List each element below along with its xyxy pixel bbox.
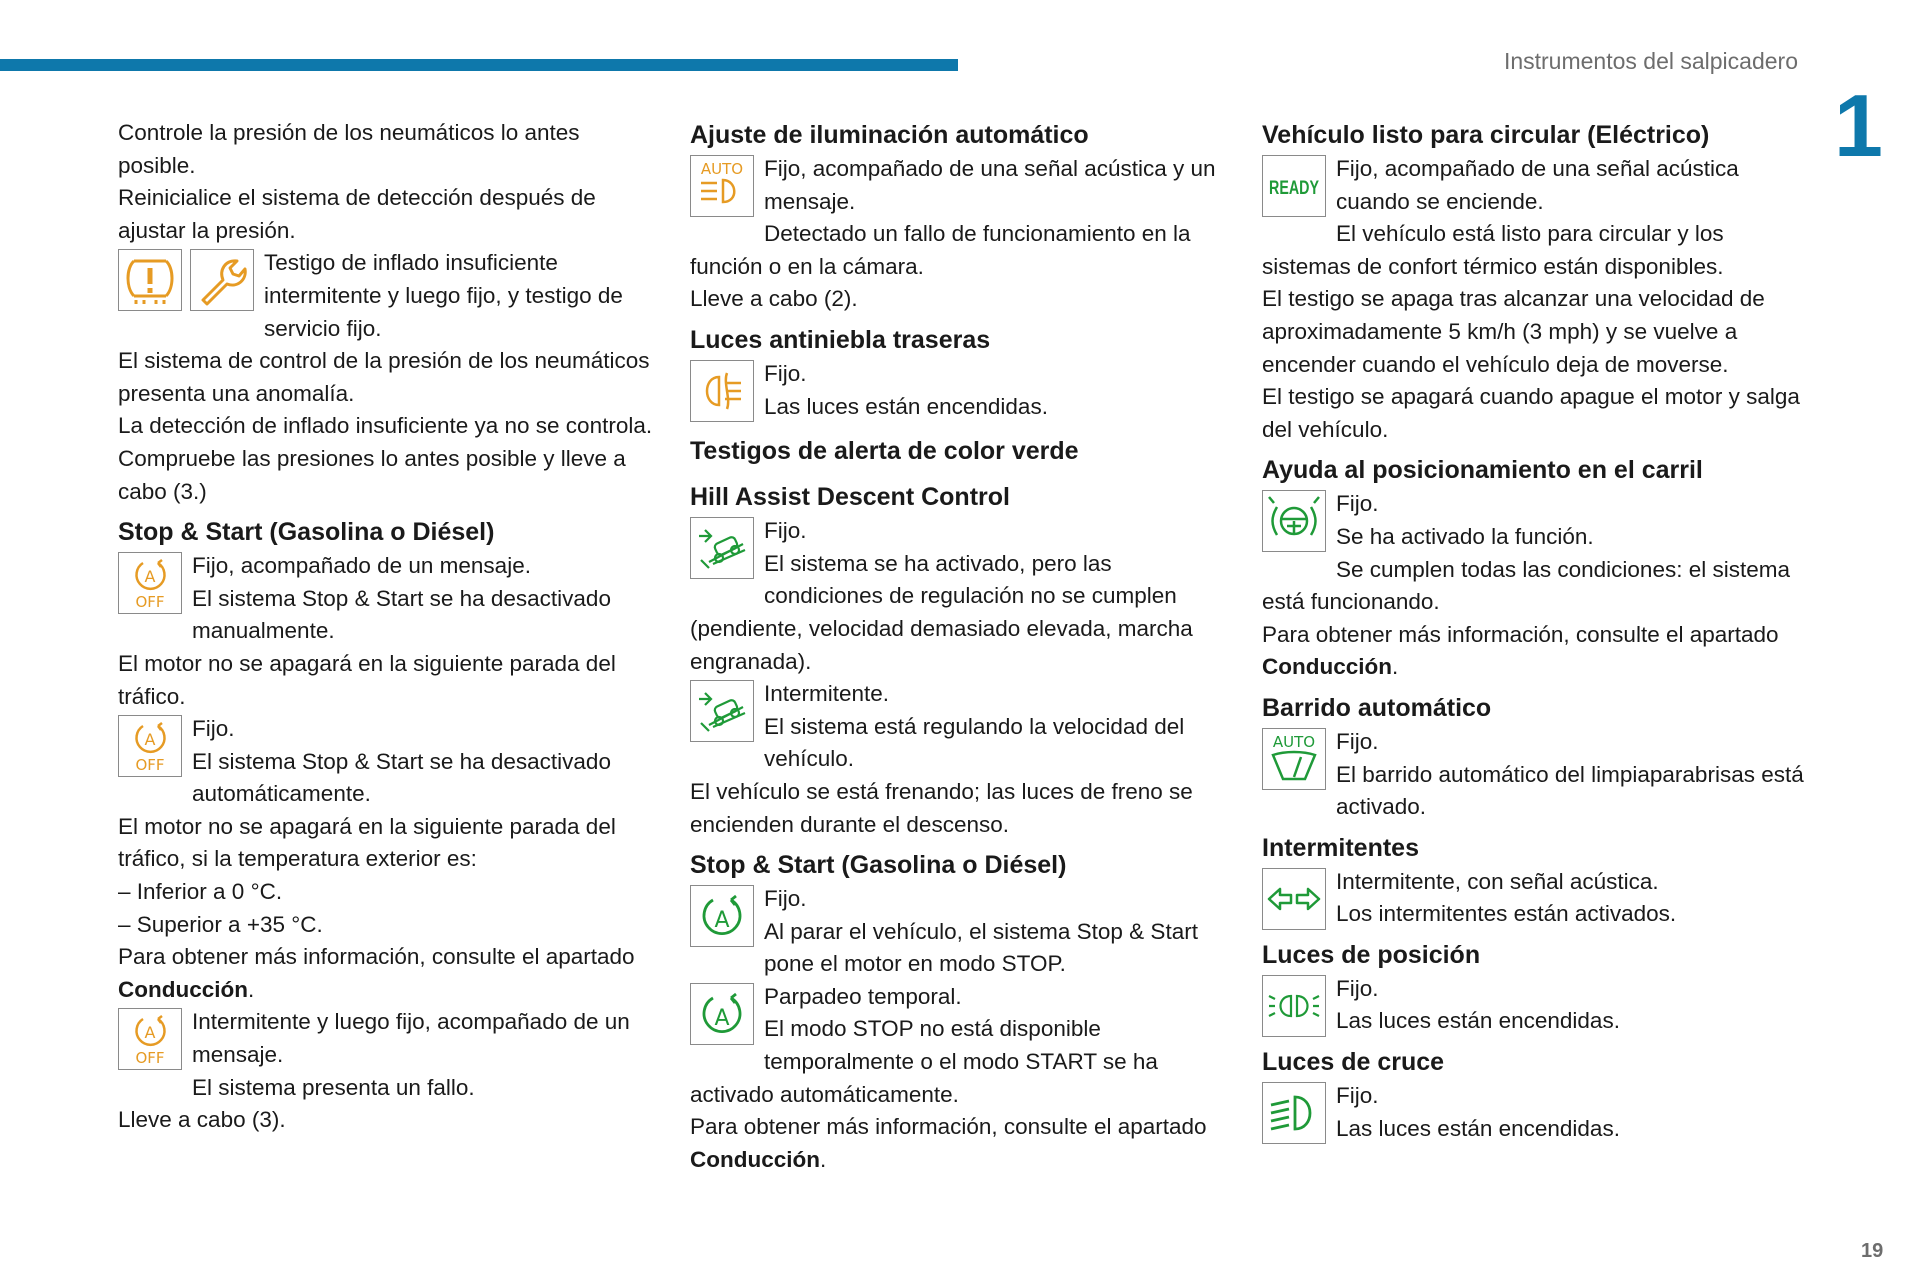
- paragraph: Lleve a cabo (2).: [690, 286, 858, 312]
- turn-signal-icon: [1265, 871, 1323, 927]
- rear-fog-icon: [693, 363, 751, 419]
- svg-text:AUTO: AUTO: [700, 160, 744, 178]
- paragraph: Intermitente.: [764, 681, 890, 707]
- stop-start-blink-entry: [690, 981, 1235, 1111]
- paragraph: Fijo.: [1336, 975, 1379, 1001]
- paragraph: Parpadeo temporal.: [764, 983, 962, 1009]
- lane-assist-icon: [1265, 493, 1323, 549]
- heading-green-warnings: Testigos de alerta de color verde: [690, 437, 1079, 466]
- column-2: [690, 117, 1235, 1176]
- stop-start-off-icon: [121, 555, 179, 611]
- hill-assist-flashing-entry: [690, 678, 1235, 776]
- stop-start-icon: [693, 986, 751, 1042]
- auto-headlamp-icon: [693, 158, 751, 214]
- header-accent-bar: [0, 59, 958, 71]
- paragraph: Intermitente y luego fijo, acompañado de un mensaje.: [192, 1009, 630, 1068]
- tpms-entry: [118, 247, 663, 345]
- paragraph: Lleve a cabo (3).: [118, 1107, 286, 1133]
- paragraph: Fijo.: [192, 716, 235, 742]
- ready-icon: [1262, 155, 1326, 217]
- paragraph: El motor no se apagará en la siguiente parada del tráfico.: [118, 650, 616, 709]
- heading-auto-wipe: Barrido automático: [1262, 693, 1492, 722]
- heading-stop-start: Stop & Start (Gasolina o Diésel): [118, 518, 495, 547]
- conduccion-link: Conducción: [118, 976, 248, 1002]
- paragraph: Se cumplen todas las condiciones: el sistema está funcionando.: [1262, 556, 1790, 615]
- paragraph: Los intermitentes están activados.: [1336, 901, 1677, 927]
- stop-start-off-icon: [121, 718, 179, 774]
- paragraph: Controle la presión de los neumáticos lo antes posible.: [118, 120, 580, 178]
- ready-entry: [1262, 153, 1807, 218]
- lane-assist-icon: [1262, 490, 1326, 552]
- paragraph: Testigo de inflado insuficiente intermitente y luego fijo, y testigo de servicio fijo.: [264, 250, 623, 341]
- paragraph: Compruebe las presiones lo antes posible y lleve a cabo (3.): [118, 445, 626, 504]
- heading-lane: Ayuda al posicionamiento en el carril: [1262, 456, 1703, 485]
- paragraph: Intermitente, con señal acústica.: [1336, 868, 1659, 894]
- more-info-text: Para obtener más información, consulte el apartado: [690, 1114, 1207, 1140]
- heading-hill-assist: Hill Assist Descent Control: [690, 483, 1010, 512]
- paragraph: Reinicialice el sistema de detección después de ajustar la presión.: [118, 185, 596, 243]
- running-title: Instrumentos del salpicadero: [1503, 48, 1798, 74]
- chapter-number: 1: [1834, 76, 1883, 175]
- paragraph: Fijo.: [764, 518, 807, 544]
- heading-turn-signals: Intermitentes: [1262, 833, 1419, 862]
- rear-fog-icon: [690, 360, 754, 422]
- svg-text:A: A: [144, 567, 156, 587]
- more-info-text: Para obtener más información, consulte el apartado: [1262, 621, 1779, 647]
- heading-dipped-beam: Luces de cruce: [1262, 1048, 1445, 1077]
- auto-headlamp-icon: [690, 155, 754, 217]
- wrench-icon: [193, 252, 251, 308]
- paragraph: Fijo.: [764, 886, 807, 912]
- paragraph: Las luces están encendidas.: [1336, 1008, 1620, 1034]
- stop-start-off-icon: [118, 552, 182, 614]
- turn-signals-entry: [1262, 866, 1807, 931]
- tyre-pressure-icon: [121, 252, 179, 308]
- paragraph: Las luces están encendidas.: [1336, 1115, 1620, 1141]
- paragraph: El testigo se apaga tras alcanzar una velocidad de aproximadamente 5 km/h (3 mph) y se vuelve a encender cuando el vehículo deja de moverse.: [1262, 286, 1765, 377]
- auto-wiper-icon: [1265, 731, 1323, 787]
- paragraph: El sistema Stop & Start se ha desactivado automáticamente.: [192, 748, 611, 807]
- heading-stop-start: Stop & Start (Gasolina o Diésel): [690, 851, 1067, 880]
- icon-group: [690, 680, 754, 742]
- position-lights-icon: [1265, 978, 1323, 1034]
- rear-fog-entry: [690, 358, 1235, 423]
- paragraph: El motor no se apagará en la siguiente parada del tráfico, si la temperatura exterior es:: [118, 813, 616, 872]
- stop-start-icon: [690, 885, 754, 947]
- auto-lighting-entry: [690, 153, 1235, 218]
- paragraph: Fijo.: [1336, 1083, 1379, 1109]
- paragraph: Para obtener más información, consulte el apartado Conducción.: [1262, 621, 1779, 680]
- svg-text:A: A: [714, 1005, 730, 1031]
- paragraph: El sistema presenta un fallo.: [192, 1074, 475, 1100]
- icon-group: [118, 249, 254, 311]
- paragraph: El vehículo se está frenando; las luces de freno se encienden durante el descenso.: [690, 778, 1193, 837]
- conduccion-link: Conducción: [1262, 654, 1392, 680]
- paragraph: El testigo se apagará cuando apague el motor y salga del vehículo.: [1262, 384, 1800, 442]
- icon-group: [118, 715, 182, 777]
- stop-start-fixed-entry: [690, 883, 1235, 981]
- list-item: – Inferior a 0 °C.: [118, 879, 283, 905]
- turn-signal-icon: [1262, 868, 1326, 930]
- svg-text:OFF: OFF: [135, 756, 165, 775]
- icon-group: [690, 360, 754, 422]
- paragraph: El sistema se ha activado, pero las condiciones de regulación no se cumplen (pendiente, velocidad demasiado elevada, marcha engranada).: [690, 550, 1193, 674]
- list-item: – Superior a +35 °C.: [118, 911, 323, 937]
- icon-group: [690, 517, 754, 579]
- ready-icon: [1265, 158, 1323, 214]
- icon-group: [118, 1008, 182, 1070]
- stop-start-off-icon: [118, 715, 182, 777]
- lane-entry: [1262, 488, 1807, 553]
- paragraph: Al parar el vehículo, el sistema Stop & Start pone el motor en modo STOP.: [764, 918, 1198, 977]
- position-lights-icon: [1262, 975, 1326, 1037]
- stop-start-icon: [690, 983, 754, 1045]
- svg-text:A: A: [144, 730, 156, 750]
- paragraph: El vehículo está listo para circular y los sistemas de confort térmico están disponibles.: [1262, 221, 1724, 279]
- stop-start-auto-entry: [118, 713, 663, 811]
- icon-group: [1262, 868, 1326, 930]
- hill-descent-icon: [690, 680, 754, 742]
- icon-group: [690, 983, 754, 1045]
- icon-group: [690, 155, 754, 217]
- heading-rear-fog: Luces antiniebla traseras: [690, 325, 991, 354]
- paragraph: El sistema de control de la presión de los neumáticos presenta una anomalía.: [118, 348, 650, 406]
- position-lights-entry: [1262, 973, 1807, 1038]
- paragraph: Fijo.: [764, 360, 807, 386]
- stop-start-icon: [693, 888, 751, 944]
- stop-start-manual-entry: [118, 550, 663, 648]
- svg-text:A: A: [714, 908, 730, 934]
- more-info-text: Para obtener más información, consulte el apartado: [118, 944, 635, 970]
- paragraph: El sistema Stop & Start se ha desactivado manualmente.: [192, 585, 611, 644]
- stop-start-off-icon: [121, 1011, 179, 1067]
- conduccion-link: Conducción: [690, 1146, 820, 1172]
- icon-group: [1262, 728, 1326, 790]
- heading-ready: Vehículo listo para circular (Eléctrico): [1262, 121, 1710, 149]
- paragraph: Fijo, acompañado de un mensaje.: [192, 553, 531, 579]
- auto-wipe-entry: [1262, 726, 1807, 824]
- paragraph: Fijo, acompañado de una señal acústica y un mensaje.: [764, 156, 1216, 214]
- stop-start-off-icon: [118, 1008, 182, 1070]
- auto-wiper-icon: [1262, 728, 1326, 790]
- stop-start-fault-entry: [118, 1006, 663, 1071]
- paragraph: Fijo.: [1336, 491, 1379, 517]
- dipped-beam-icon: [1262, 1082, 1326, 1144]
- icon-group: [1262, 155, 1326, 217]
- icon-group: [118, 552, 182, 614]
- paragraph: Detectado un fallo de funcionamiento en la función o en la cámara.: [690, 221, 1191, 279]
- svg-text:READY: READY: [1269, 178, 1320, 199]
- paragraph: El modo STOP no está disponible temporalmente o el modo START se ha activado automáticamente.: [690, 1016, 1158, 1107]
- hill-descent-icon: [690, 517, 754, 579]
- paragraph: La detección de inflado insuficiente ya no se controla.: [118, 413, 653, 439]
- svg-text:A: A: [144, 1023, 156, 1043]
- paragraph: Para obtener más información, consulte el apartado Conducción.: [118, 944, 635, 1002]
- icon-group: [1262, 975, 1326, 1037]
- hill-descent-icon: [693, 520, 751, 576]
- paragraph: Fijo.: [1336, 728, 1379, 754]
- paragraph: Se ha activado la función.: [1336, 523, 1594, 549]
- column-3: [1262, 117, 1807, 1146]
- paragraph: Fijo, acompañado de una señal acústica cuando se enciende.: [1336, 156, 1739, 214]
- hill-descent-icon: [693, 683, 751, 739]
- heading-auto-lighting: Ajuste de iluminación automático: [690, 121, 1089, 149]
- paragraph: El sistema está regulando la velocidad del vehículo.: [764, 713, 1185, 772]
- icon-group: [1262, 490, 1326, 552]
- paragraph: El barrido automático del limpiaparabrisas está activado.: [1336, 761, 1804, 820]
- page-number: 19: [1861, 1240, 1884, 1262]
- svg-text:AUTO: AUTO: [1272, 732, 1316, 751]
- svg-text:OFF: OFF: [135, 593, 165, 612]
- column-1: [118, 117, 663, 1137]
- paragraph: Las luces están encendidas.: [764, 393, 1048, 419]
- heading-position-lights: Luces de posición: [1262, 940, 1481, 969]
- wrench-service-icon: [190, 249, 254, 311]
- tyre-pressure-icon: [118, 249, 182, 311]
- dipped-beam-icon: [1265, 1085, 1323, 1141]
- svg-text:OFF: OFF: [135, 1049, 165, 1068]
- icon-group: [1262, 1082, 1326, 1144]
- hill-assist-fixed-entry: [690, 515, 1235, 678]
- icon-group: [690, 885, 754, 947]
- dipped-beam-entry: [1262, 1080, 1807, 1145]
- paragraph: Para obtener más información, consulte el apartado Conducción.: [690, 1114, 1207, 1172]
